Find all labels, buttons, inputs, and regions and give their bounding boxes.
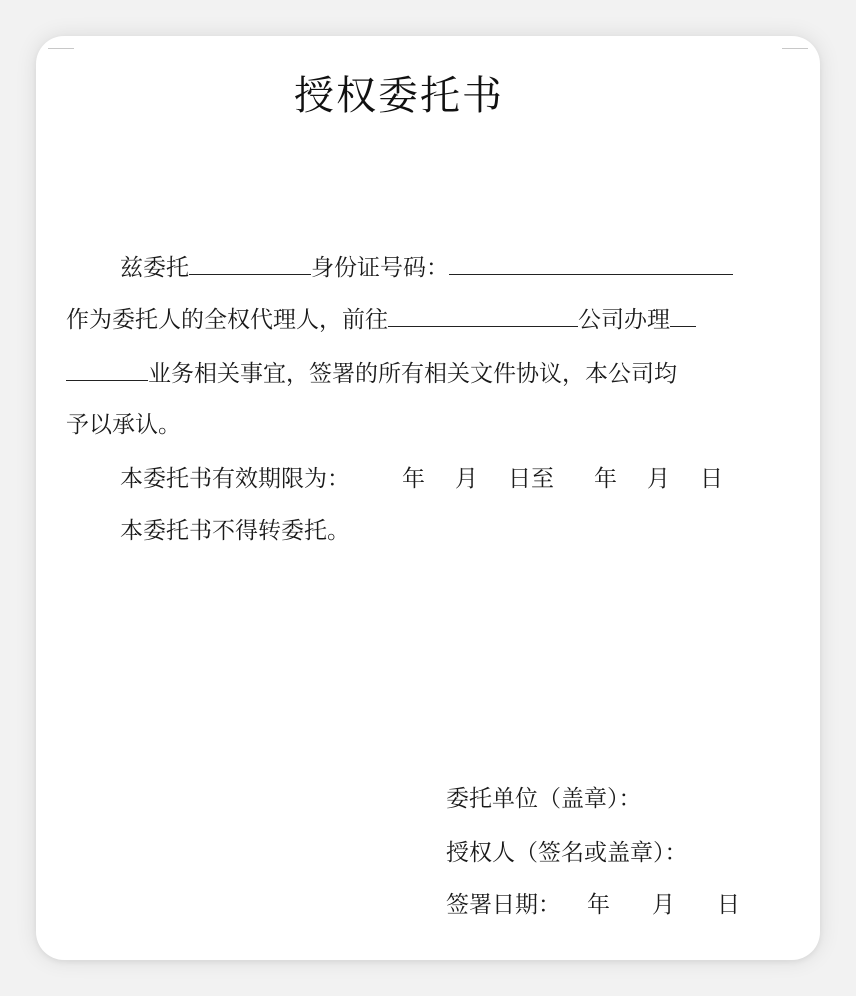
signature-date-label: 签署日期： <box>446 892 561 918</box>
no-subdelegation-line <box>120 516 350 546</box>
text-segment: 公司办理 <box>578 307 670 333</box>
text-segment: 作为委托人的全权代理人，前往 <box>66 307 388 333</box>
paragraph-line-4 <box>66 410 181 440</box>
paragraph-line-3 <box>66 358 677 389</box>
page-corner-mark <box>48 48 74 49</box>
blank-company <box>388 304 578 327</box>
blank-business-start <box>670 304 696 327</box>
text-segment: 身份证号码： <box>311 255 449 281</box>
paragraph-line-2 <box>66 304 696 335</box>
signature-unit-line <box>446 784 642 814</box>
paragraph-line-1 <box>120 252 733 283</box>
document-page <box>36 36 820 960</box>
signature-year: 年 <box>587 892 610 918</box>
signature-unit-label: 委托单位（盖章）： <box>446 786 642 812</box>
validity-month-2: 月 <box>647 466 670 492</box>
text-segment: 兹委托 <box>120 255 189 281</box>
validity-day-2: 日 <box>700 466 723 492</box>
validity-year-1: 年 <box>402 466 425 492</box>
validity-year-2: 年 <box>594 466 617 492</box>
signature-day: 日 <box>717 892 740 918</box>
blank-name <box>189 252 311 275</box>
signature-authorizer-line <box>446 838 688 868</box>
validity-day-to: 日至 <box>508 466 554 492</box>
blank-id-number <box>449 252 733 275</box>
text-segment: 业务相关事宜，签署的所有相关文件协议，本公司均 <box>148 361 677 387</box>
text-segment: 予以承认。 <box>66 412 181 438</box>
validity-line <box>120 464 723 494</box>
signature-month: 月 <box>652 892 675 918</box>
validity-label: 本委托书有效期限为： <box>120 466 350 492</box>
text-segment: 本委托书不得转委托。 <box>120 518 350 544</box>
blank-business <box>66 358 148 381</box>
signature-authorizer-label: 授权人（签名或盖章）： <box>446 840 688 866</box>
page-corner-mark <box>782 48 808 49</box>
document-title: 授权委托书 <box>294 73 504 119</box>
signature-date-line <box>446 890 740 920</box>
validity-month-1: 月 <box>455 466 478 492</box>
